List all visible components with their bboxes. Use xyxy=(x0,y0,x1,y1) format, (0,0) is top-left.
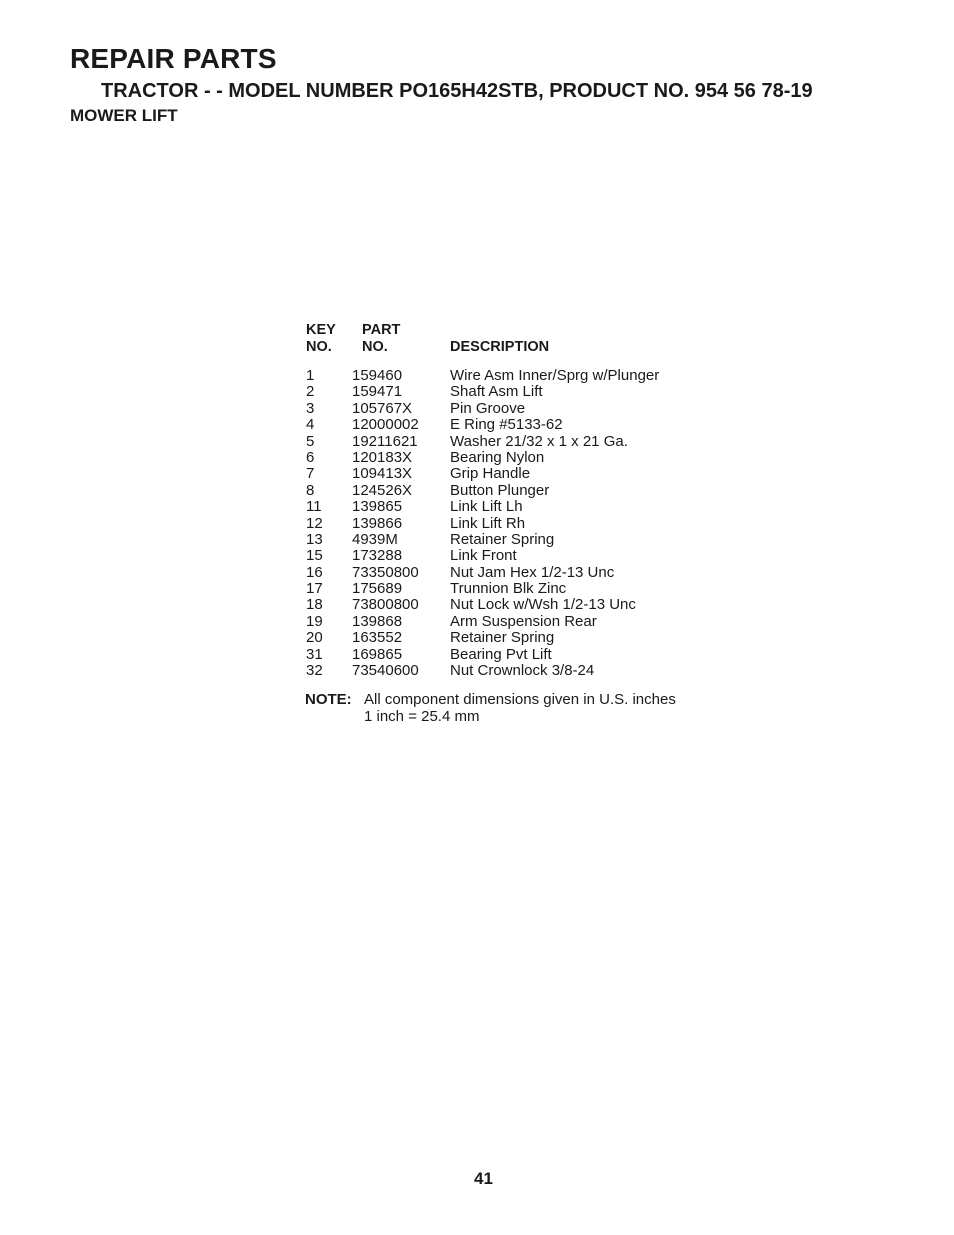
key-cell: 3 xyxy=(306,399,315,417)
page-number: 41 xyxy=(474,1169,493,1188)
key-cell: 2 xyxy=(306,383,315,401)
description-cell: Button Plunger xyxy=(450,481,550,499)
section-heading: MOWER LIFT xyxy=(70,106,178,125)
key-cell: 11 xyxy=(306,498,322,516)
part-number-cell: 139866 xyxy=(352,514,403,532)
description-cell: Link Lift Lh xyxy=(450,498,523,516)
part-number-cell: 159471 xyxy=(352,383,403,401)
key-header-line1: KEY xyxy=(306,322,336,338)
description-cell: Grip Handle xyxy=(450,465,531,483)
part-number-cell: 105767X xyxy=(352,399,413,417)
description-cell: E Ring #5133-62 xyxy=(450,416,563,434)
key-cell: 18 xyxy=(306,596,323,614)
part-number-cell: 109413X xyxy=(352,465,413,483)
page-title: REPAIR PARTS xyxy=(70,43,277,74)
description-cell: Bearing Nylon xyxy=(450,448,545,466)
key-cell: 5 xyxy=(306,432,315,450)
part-number-cell: 124526X xyxy=(352,481,413,499)
key-cell: 32 xyxy=(306,662,323,680)
part-number-cell: 73540600 xyxy=(352,662,419,680)
description-cell: Washer 21/32 x 1 x 21 Ga. xyxy=(450,432,628,450)
description-cell: Nut Jam Hex 1/2-13 Unc xyxy=(450,563,615,581)
description-cell: Retainer Spring xyxy=(450,629,555,647)
description-cell: Retainer Spring xyxy=(450,530,555,548)
key-cell: 8 xyxy=(306,481,315,499)
part-header-line1: PART xyxy=(362,322,401,338)
key-cell: 12 xyxy=(306,514,323,532)
key-header-line2: NO. xyxy=(306,339,332,355)
description-cell: Link Lift Rh xyxy=(450,514,526,532)
model-subtitle: TRACTOR - - MODEL NUMBER PO165H42STB, PRODUCT NO. 954 56 78-19 xyxy=(101,80,813,102)
part-number-cell: 159460 xyxy=(352,367,403,384)
key-cell: 7 xyxy=(306,465,315,483)
key-cell: 17 xyxy=(306,580,323,598)
part-number-cell: 163552 xyxy=(352,629,403,647)
part-number-cell: 73350800 xyxy=(352,563,419,581)
description-cell: Shaft Asm Lift xyxy=(450,383,543,401)
description-cell: Nut Lock w/Wsh 1/2-13 Unc xyxy=(450,596,636,614)
description-cell: Trunnion Blk Zinc xyxy=(450,580,567,598)
description-cell: Pin Groove xyxy=(450,399,526,417)
description-cell: Arm Suspension Rear xyxy=(450,612,597,630)
key-cell: 16 xyxy=(306,563,323,581)
key-cell: 4 xyxy=(306,416,315,434)
part-number-cell: 4939M xyxy=(352,530,398,548)
part-number-cell: 12000002 xyxy=(352,416,419,434)
description-cell: Wire Asm Inner/Sprg w/Plunger xyxy=(450,367,660,384)
key-cell: 15 xyxy=(306,547,323,565)
description-cell: Link Front xyxy=(450,547,517,565)
description-cell: Bearing Pvt Lift xyxy=(450,645,552,663)
part-number-cell: 173288 xyxy=(352,547,403,565)
part-header-line2: NO. xyxy=(362,339,388,355)
key-cell: 13 xyxy=(306,530,323,548)
description-cell: Nut Crownlock 3/8-24 xyxy=(450,662,595,680)
part-number-cell: 73800800 xyxy=(352,596,419,614)
part-number-cell: 175689 xyxy=(352,580,403,598)
note-line-1: All component dimensions given in U.S. inches xyxy=(364,691,676,708)
key-cell: 6 xyxy=(306,448,315,466)
key-cell: 20 xyxy=(306,629,323,647)
description-header: DESCRIPTION xyxy=(450,339,550,355)
note-label: NOTE: xyxy=(305,691,352,708)
part-number-cell: 169865 xyxy=(352,645,403,663)
key-cell: 31 xyxy=(306,645,323,663)
note-line-2: 1 inch = 25.4 mm xyxy=(364,707,480,725)
part-number-cell: 120183X xyxy=(352,448,413,466)
key-cell: 1 xyxy=(306,367,315,384)
key-cell: 19 xyxy=(306,612,323,630)
part-number-cell: 139868 xyxy=(352,612,403,630)
part-number-cell: 19211621 xyxy=(352,432,418,450)
part-number-cell: 139865 xyxy=(352,498,403,516)
